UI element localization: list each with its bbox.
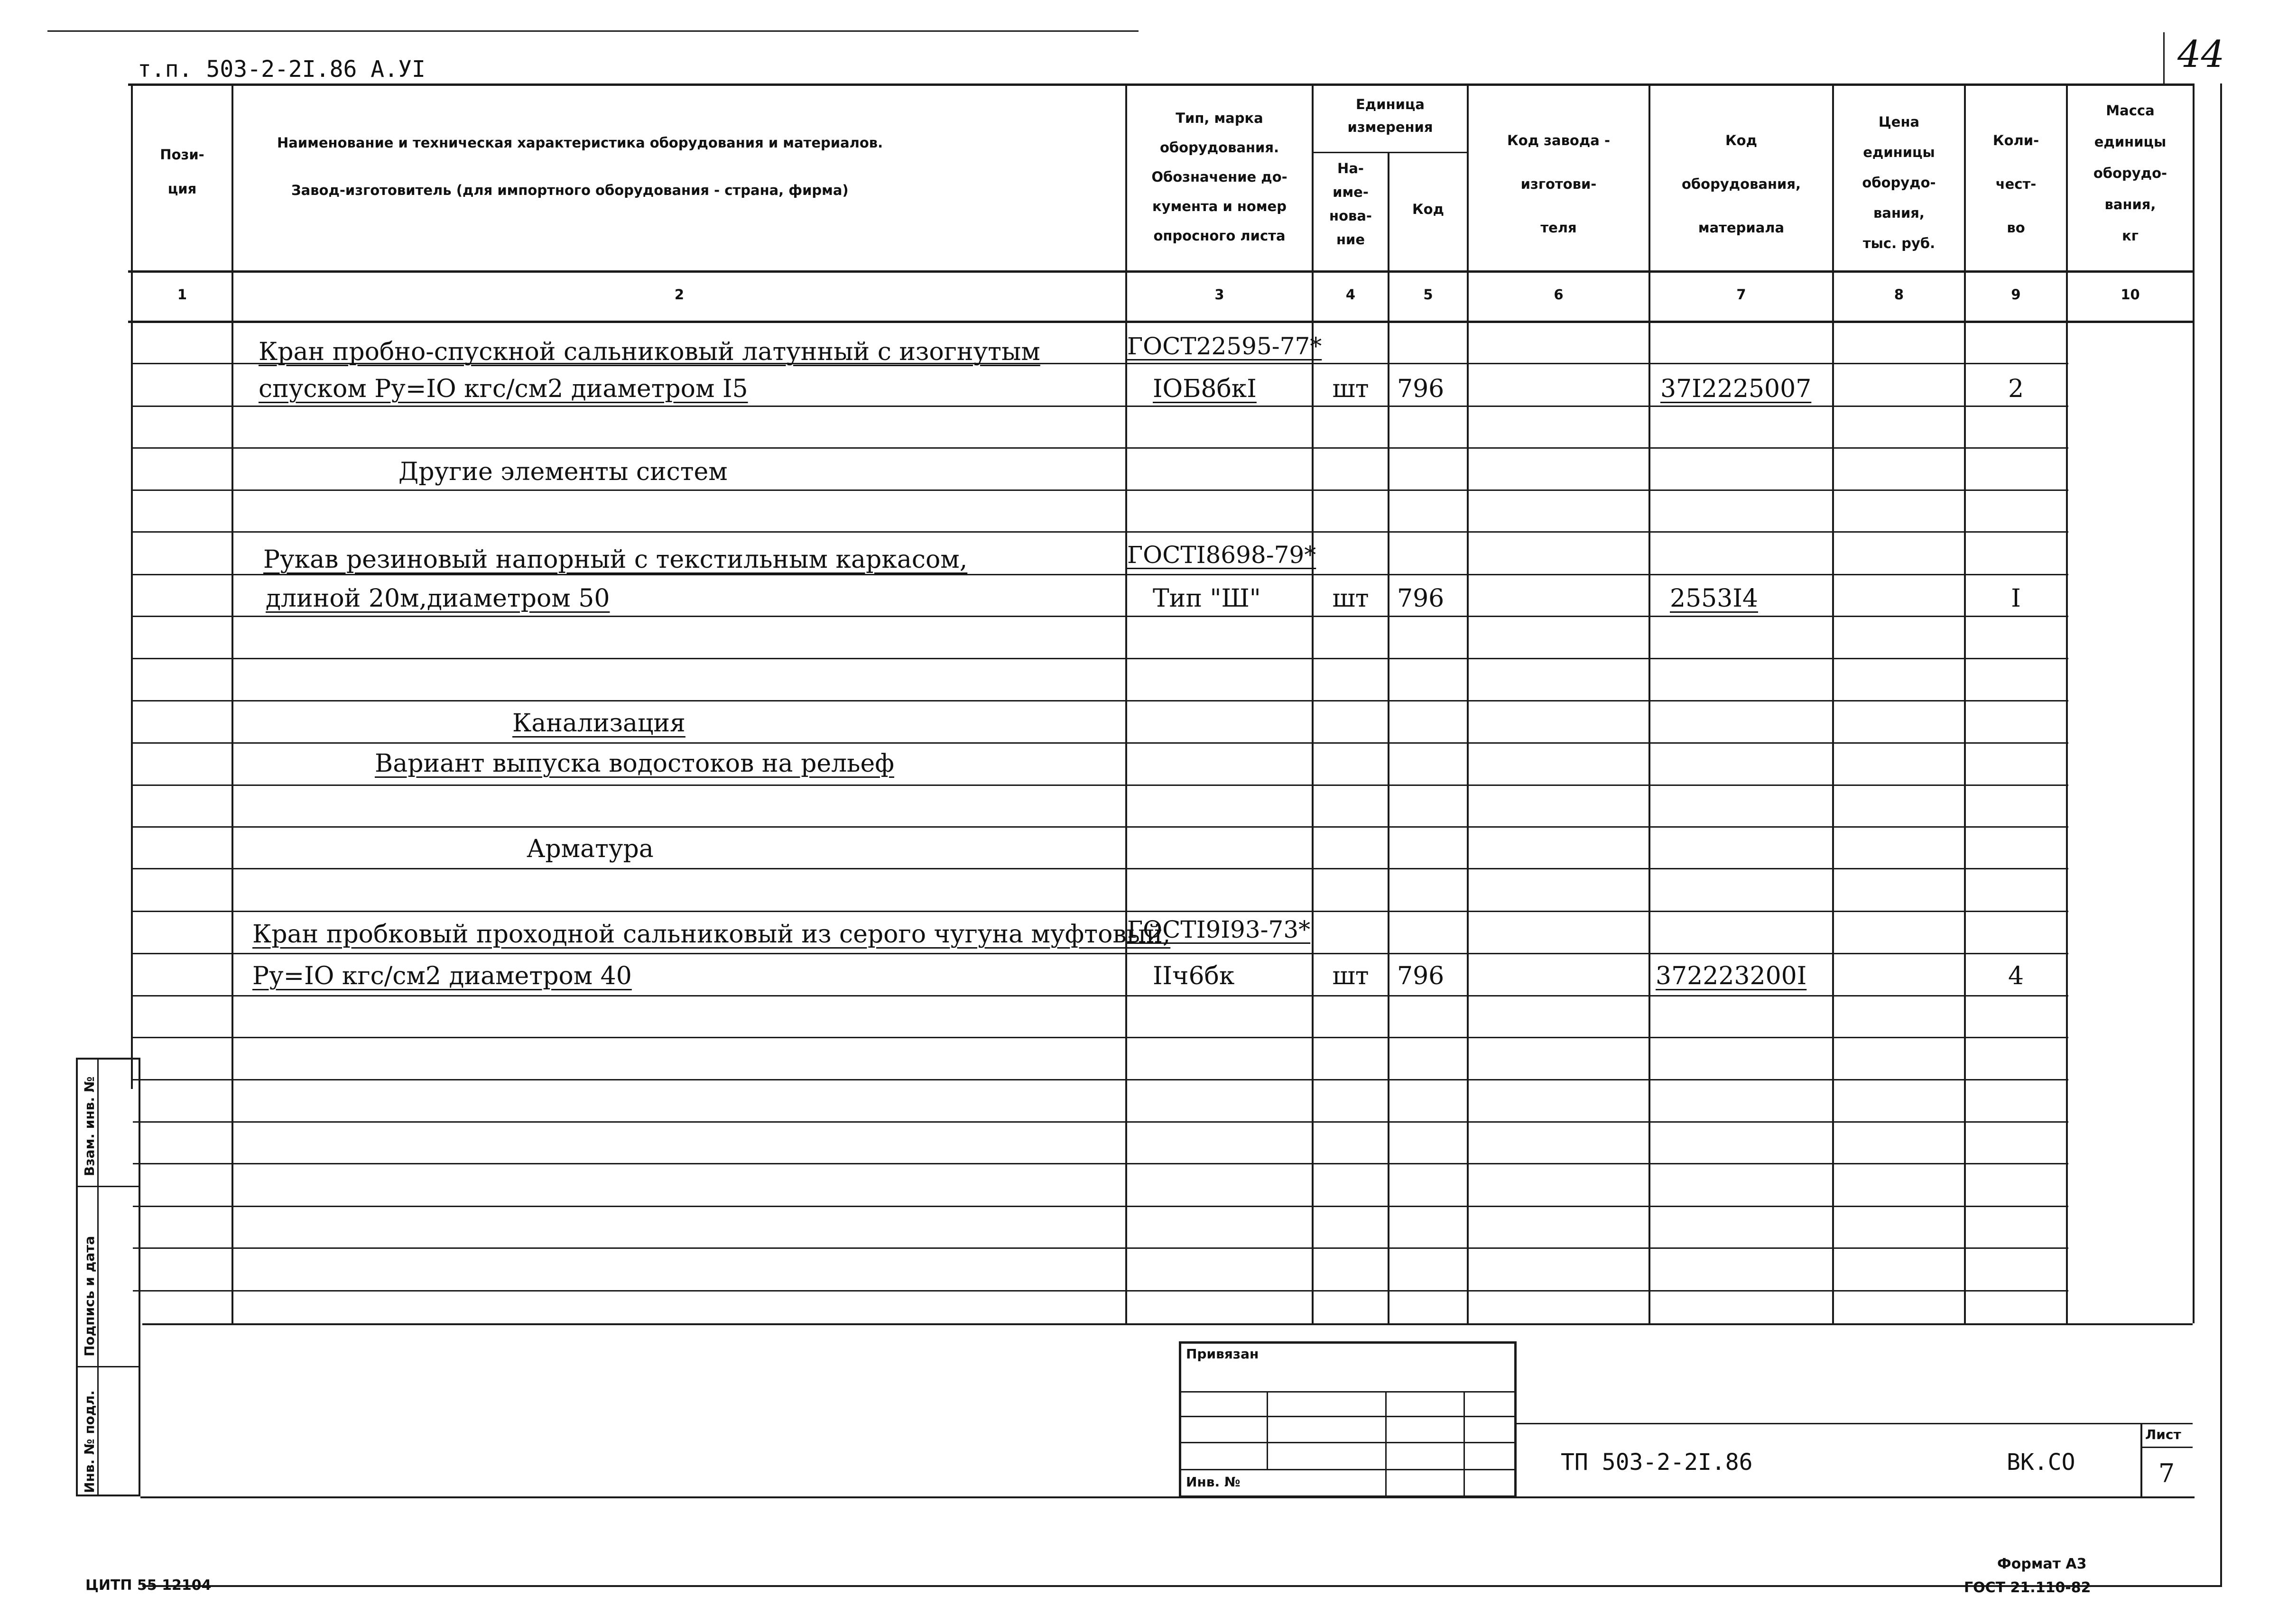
section-sewerage: Канализация bbox=[512, 709, 685, 738]
side-label-replace-inv: Взам. инв. № bbox=[82, 1076, 97, 1176]
frame-bottom bbox=[142, 1585, 2222, 1587]
section-drain-outlet-variant: Вариант выпуска водостоков на рельеф bbox=[375, 749, 894, 778]
item-2-quantity: I bbox=[2011, 584, 2021, 613]
item-1-name-line1: Кран пробно-спускной сальниковый латунный с изогнутым bbox=[259, 338, 1040, 366]
inventory-number-label: Инв. № bbox=[1186, 1474, 1241, 1490]
item-2-type: Тип "Ш" bbox=[1153, 584, 1261, 613]
header-unit-group: Единица измерения bbox=[1347, 96, 1433, 135]
col-number-3: 3 bbox=[1214, 286, 1224, 303]
col-number-2: 2 bbox=[674, 286, 685, 303]
item-2-name-line2: длиной 20м,диаметром 50 bbox=[266, 584, 610, 613]
top-edge-line bbox=[47, 30, 1139, 32]
item-1-name-line2: спуском Ру=IО кгс/см2 диаметром I5 bbox=[259, 375, 748, 403]
side-label-original-inv: Инв. № подл. bbox=[82, 1390, 97, 1493]
header-name-line2: Завод-изготовитель (для импортного оборудования - страна, фирма) bbox=[291, 182, 849, 198]
document-code: ТП 503-2-2I.86 bbox=[1561, 1449, 1753, 1476]
title-block-bottom bbox=[140, 1496, 2195, 1498]
header-factory-code: Код завода - изготови- теля bbox=[1507, 132, 1610, 236]
sheet-label: Лист bbox=[2145, 1427, 2181, 1442]
binding-label: Привязан bbox=[1186, 1346, 1259, 1362]
item-1-standard: ГОСТ22595-77* bbox=[1127, 332, 1322, 360]
page-number: 44 bbox=[2177, 33, 2225, 76]
item-3-type: IIч6бк bbox=[1153, 962, 1235, 990]
item-3-name-line2: Ру=IО кгс/см2 диаметром 40 bbox=[252, 962, 632, 990]
document-reference: т.п. 503-2-2I.86 А.УI bbox=[138, 56, 426, 83]
item-3-unit: шт bbox=[1332, 962, 1369, 990]
item-2-name-line1: Рукав резиновый напорный с текстильным каркасом, bbox=[263, 545, 968, 574]
item-3-quantity: 4 bbox=[2008, 962, 2024, 990]
header-type: Тип, марка оборудования. Обозначение до- кумента и номер опросного листа bbox=[1151, 110, 1287, 244]
header-unit-code: Код bbox=[1412, 201, 1445, 217]
header-unit-mass: Масса единицы оборудо- вания, кг bbox=[2093, 102, 2167, 244]
item-2-standard: ГОСТI8698-79* bbox=[1127, 541, 1316, 569]
page-number-box-left bbox=[2163, 32, 2165, 84]
item-3-equipment-code: 372223200I bbox=[1656, 962, 1807, 990]
section-code: ВК.СО bbox=[2007, 1449, 2075, 1476]
header-unit-name: На- име- нова- ние bbox=[1329, 160, 1372, 248]
col-number-9: 9 bbox=[2011, 286, 2021, 303]
header-name-line1: Наименование и техническая характеристика оборудования и материалов. bbox=[277, 135, 883, 151]
item-1-quantity: 2 bbox=[2008, 375, 2024, 403]
footer-gost: ГОСТ 21.110-82 bbox=[1964, 1579, 2091, 1596]
item-2-equipment-code: 2553I4 bbox=[1670, 584, 1758, 613]
frame-right bbox=[2220, 83, 2222, 1587]
item-3-unit-code: 796 bbox=[1397, 962, 1445, 990]
col-number-4: 4 bbox=[1345, 286, 1356, 303]
item-2-unit: шт bbox=[1332, 584, 1369, 613]
header-equipment-code: Код оборудования, материала bbox=[1681, 132, 1801, 236]
col-number-5: 5 bbox=[1423, 286, 1433, 303]
header-quantity: Коли- чест- во bbox=[1992, 132, 2039, 236]
item-3-name-line1: Кран пробковый проходной сальниковый из серого чугуна муфтовый, bbox=[252, 920, 1171, 949]
item-1-equipment-code: 37I2225007 bbox=[1660, 375, 1812, 403]
item-1-type: IОБ8бкI bbox=[1153, 375, 1257, 403]
header-unit-price: Цена единицы оборудо- вания, тыс. руб. bbox=[1862, 114, 1936, 251]
col-number-8: 8 bbox=[1894, 286, 1904, 303]
section-other-elements: Другие элементы систем bbox=[398, 458, 728, 486]
col-number-10: 10 bbox=[2121, 286, 2140, 303]
item-3-standard: ГОСТI9I93-73* bbox=[1127, 916, 1311, 943]
side-stamp-divider bbox=[97, 1058, 99, 1496]
header-position: Пози- ция bbox=[160, 147, 204, 197]
footer-publisher: ЦИТП 55 12104 bbox=[85, 1577, 212, 1594]
sheet-number: 7 bbox=[2158, 1458, 2175, 1488]
item-2-unit-code: 796 bbox=[1397, 584, 1445, 613]
item-1-unit: шт bbox=[1332, 375, 1369, 403]
footer-format: Формат А3 bbox=[1997, 1556, 2087, 1572]
col-number-1: 1 bbox=[177, 286, 187, 303]
section-fittings: Арматура bbox=[527, 835, 654, 863]
side-label-signature-date: Подпись и дата bbox=[82, 1236, 97, 1356]
col-number-7: 7 bbox=[1736, 286, 1746, 303]
col-number-6: 6 bbox=[1554, 286, 1564, 303]
title-block-line bbox=[1517, 1423, 2193, 1424]
item-1-unit-code: 796 bbox=[1397, 375, 1445, 403]
